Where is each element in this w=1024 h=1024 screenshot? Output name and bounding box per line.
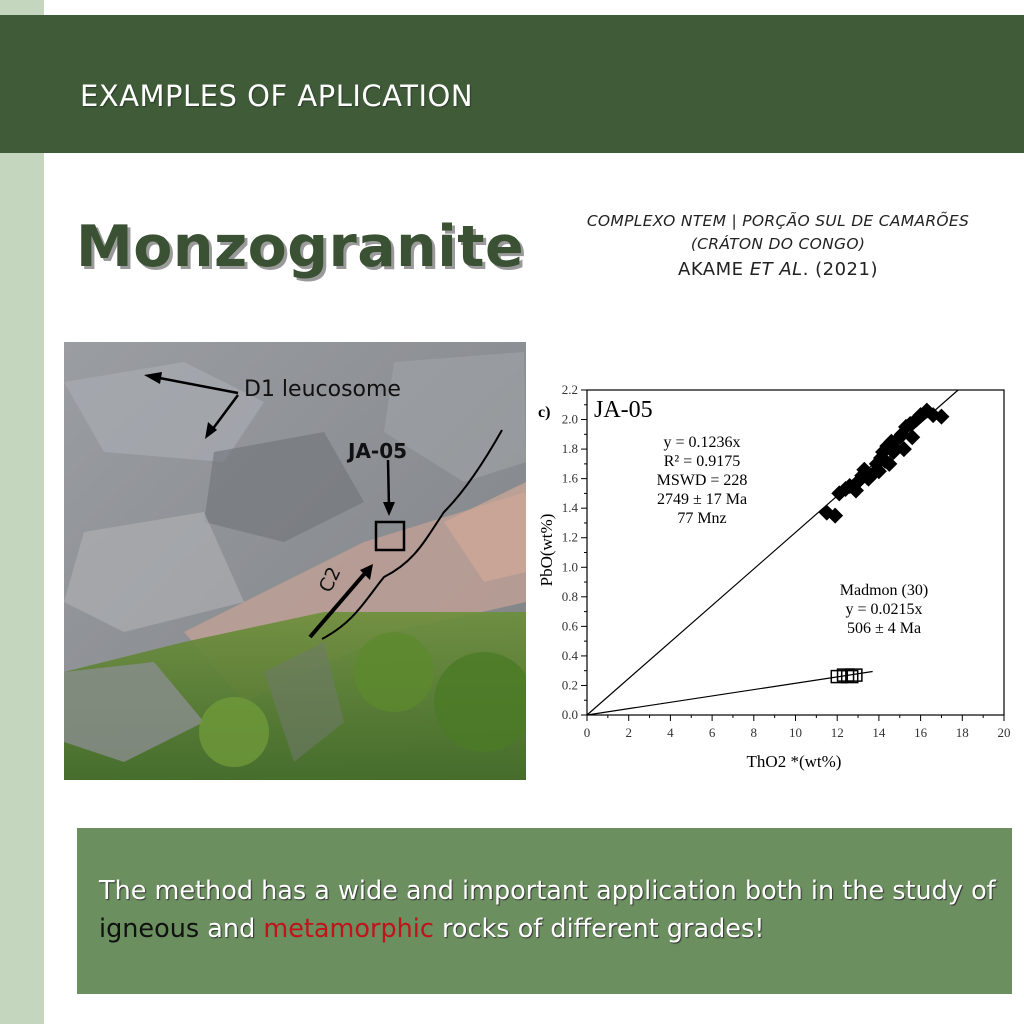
- x-axis-label: ThO2 *(wt%): [746, 752, 842, 771]
- y-tick-label: 0.4: [561, 647, 578, 663]
- y-tick-label: 0.0: [561, 707, 578, 722]
- y-axis-label: PbO(wt%): [537, 513, 556, 587]
- photo-label-sample: JA-05: [348, 439, 408, 463]
- y-tick-label: 0.6: [561, 618, 578, 634]
- summary-text-and: and: [199, 914, 264, 944]
- x-tick-label: 4: [667, 725, 674, 740]
- highlight-igneous: igneous: [99, 914, 200, 944]
- summary-text-end: rocks of different grades!: [433, 914, 765, 944]
- y-tick-label: 1.8: [561, 441, 578, 457]
- y-tick-label: 1.6: [561, 470, 578, 486]
- summary-text-start: The method has a wide and important application both in the study of: [99, 876, 996, 906]
- side-stripe: [0, 0, 44, 1024]
- x-tick-label: 10: [789, 725, 802, 740]
- y-tick-label: 2.2: [561, 382, 578, 397]
- y-tick-label: 1.0: [561, 559, 578, 575]
- ja05-annotation-line: y = 0.1236x: [663, 434, 741, 451]
- pbo-tho2-chart: [530, 375, 1020, 780]
- citation-reference: [548, 256, 1008, 284]
- x-tick-label: 20: [997, 725, 1011, 740]
- citation-author: AKAME: [678, 259, 750, 280]
- citation: [548, 210, 1008, 284]
- x-tick-label: 12: [830, 725, 844, 740]
- photo-label-c2: C2: [314, 563, 346, 596]
- chart-panel-label: c): [538, 404, 551, 421]
- header-bar: [0, 15, 1024, 153]
- photo-label-leucosome: D1 leucosome: [244, 377, 401, 402]
- summary-box: [77, 828, 1012, 994]
- citation-year: . (2021): [802, 259, 878, 280]
- chart-title: JA-05: [594, 397, 653, 423]
- madmon-annotation-line: 506 ± 4 Ma: [846, 620, 922, 637]
- ja05-annotation-line: R² = 0.9175: [663, 453, 741, 470]
- highlight-metamorphic: metamorphic: [263, 914, 434, 944]
- ja05-annotation-line: 2749 ± 17 Ma: [656, 491, 748, 508]
- y-tick-label: 1.2: [561, 529, 578, 545]
- outcrop-photo: [64, 342, 526, 780]
- x-tick-label: 6: [708, 725, 716, 740]
- madmon-annotation-line: Madmon (30): [839, 582, 929, 599]
- y-tick-label: 2.0: [561, 411, 578, 427]
- page-title: Monzogranite: [76, 214, 525, 280]
- x-tick-label: 14: [872, 725, 886, 740]
- series-0: [587, 390, 958, 715]
- x-tick-label: 2: [625, 725, 632, 740]
- header-title: EXAMPLES OF APLICATION: [80, 79, 474, 113]
- x-tick-label: 8: [750, 725, 758, 740]
- y-tick-label: 0.8: [561, 588, 578, 604]
- y-tick-label: 1.4: [561, 500, 578, 516]
- summary-text: [99, 872, 1004, 948]
- citation-location: COMPLEXO NTEM | PORÇÃO SUL DE CAMARÕES: [586, 212, 970, 230]
- x-tick-label: 18: [955, 725, 969, 740]
- ja05-annotation-line: 77 Mnz: [677, 510, 727, 527]
- series-1: [587, 669, 873, 715]
- x-tick-label: 16: [914, 725, 928, 740]
- x-tick-label: 0: [583, 725, 591, 740]
- y-tick-label: 0.2: [561, 677, 578, 693]
- madmon-annotation-line: y = 0.0215x: [845, 601, 923, 618]
- citation-etal: ET AL: [749, 259, 803, 280]
- citation-craton: (CRÁTON DO CONGO): [690, 235, 866, 253]
- plot-frame: [587, 390, 1004, 715]
- ja05-annotation-line: MSWD = 228: [656, 472, 748, 489]
